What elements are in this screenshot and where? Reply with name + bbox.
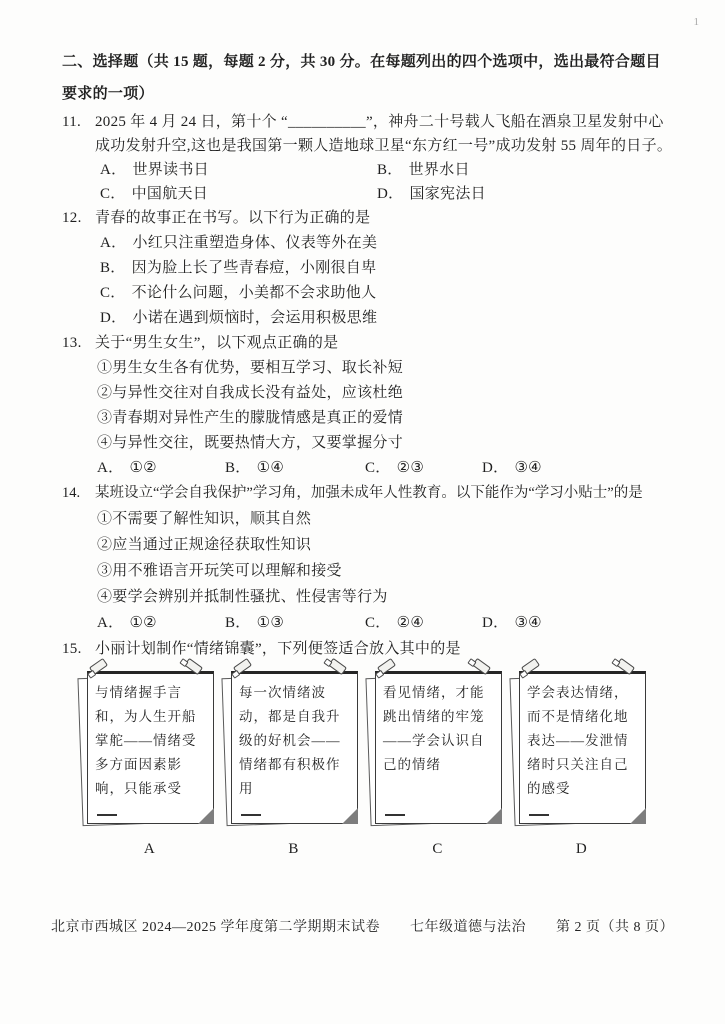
card-label: A bbox=[143, 841, 156, 857]
option-d: D． 国家宪法日 bbox=[377, 186, 486, 202]
note-card-c bbox=[373, 666, 502, 858]
statement-3: ③用不雅语言开玩笑可以理解和接受 bbox=[97, 563, 342, 579]
note-card-a bbox=[85, 666, 214, 858]
card-text: 每一次情绪波动，都是自我升级的好机会——情绪都有积极作用 bbox=[239, 685, 341, 796]
card-text: 学会表达情绪，而不是情绪化地表达——发泄情绪时只关注自己的感受 bbox=[527, 685, 629, 796]
option-d: D． ③④ bbox=[482, 460, 542, 476]
option-a: A． 小红只注重塑造身体、仪表等外在美 bbox=[100, 235, 378, 251]
statement-1: ①男生女生各有优势，要相互学习、取长补短 bbox=[97, 360, 404, 376]
option-d: D． ③④ bbox=[482, 615, 542, 631]
page-footer bbox=[0, 916, 725, 936]
question-number: 14. bbox=[62, 485, 81, 501]
card-underline bbox=[241, 814, 261, 816]
card-label: D bbox=[575, 841, 588, 857]
option-b: B． ①③ bbox=[225, 615, 285, 631]
card-text: 与情绪握手言和，为人生开船掌舵——情绪受多方面因素影响，只能承受 bbox=[95, 685, 197, 796]
folded-corner-icon bbox=[486, 808, 502, 824]
footer-exam-title: 北京市西城区 2024—2025 学年度第二学期期末试卷 bbox=[51, 920, 380, 935]
question-11 bbox=[62, 110, 673, 206]
question-stem-line2: 成功发射升空,这也是我国第一颗人造地球卫星“东方红一号”成功发射 55 周年的日子。 bbox=[95, 138, 673, 154]
question-stem: 某班设立“学会自我保护”学习角，加强未成年人性教育。以下能作为“学习小贴士”的是 bbox=[95, 485, 643, 501]
section-header-line1: 二、选择题（共 15 题，每题 2 分，共 30 分。在每题列出的四个选项中，选出最符合题目 bbox=[62, 54, 661, 70]
statement-2: ②与异性交往对自我成长没有益处，应该杜绝 bbox=[97, 385, 404, 401]
option-b: B． 世界水日 bbox=[377, 162, 470, 178]
option-a: A． ①② bbox=[97, 460, 157, 476]
question-number: 15. bbox=[62, 641, 82, 657]
note-card-b bbox=[229, 666, 358, 858]
card-underline bbox=[385, 814, 405, 816]
note-card-d bbox=[517, 666, 646, 858]
card-underline bbox=[529, 814, 549, 816]
footer-subject: 七年级道德与法治 bbox=[410, 920, 526, 935]
question-number: 11. bbox=[62, 114, 82, 130]
card-label: B bbox=[288, 841, 299, 857]
option-c: C． 不论什么问题，小美都不会求助他人 bbox=[100, 285, 377, 301]
emotion-note-cards bbox=[85, 666, 662, 858]
statement-2: ②应当通过正规途径获取性知识 bbox=[97, 537, 312, 553]
statement-4: ④要学会辨别并抵制性骚扰、性侵害等行为 bbox=[97, 589, 388, 605]
question-number: 12. bbox=[62, 210, 82, 226]
card-text: 看见情绪，才能跳出情绪的牢笼——学会认识自己的情绪 bbox=[383, 685, 485, 772]
corner-mark: 1 bbox=[693, 16, 699, 28]
folded-corner-icon bbox=[630, 808, 646, 824]
option-d: D． 小诺在遇到烦恼时，会运用积极思维 bbox=[100, 310, 378, 326]
option-b: B． 因为脸上长了些青春痘，小刚很自卑 bbox=[100, 260, 377, 276]
section-header-line2: 要求的一项） bbox=[62, 86, 154, 102]
question-stem: 小丽计划制作“情绪锦囊”，下列便签适合放入其中的是 bbox=[95, 641, 461, 657]
option-c: C． ②④ bbox=[365, 615, 425, 631]
exam-content bbox=[62, 46, 673, 858]
option-a: A． ①② bbox=[97, 615, 157, 631]
question-stem: 青春的故事正在书写。以下行为正确的是 bbox=[95, 210, 371, 226]
question-14 bbox=[62, 481, 662, 636]
card-underline bbox=[97, 814, 117, 816]
statement-4: ④与异性交往，既要热情大方，又要掌握分寸 bbox=[97, 435, 404, 451]
question-13 bbox=[62, 331, 662, 481]
question-12 bbox=[62, 206, 662, 331]
option-a: A． 世界读书日 bbox=[100, 162, 209, 178]
footer-page-info: 第 2 页（共 8 页） bbox=[556, 920, 674, 935]
option-c: C． ②③ bbox=[365, 460, 425, 476]
option-b: B． ①④ bbox=[225, 460, 285, 476]
section-header bbox=[62, 46, 662, 110]
card-label: C bbox=[432, 841, 443, 857]
option-c: C． 中国航天日 bbox=[100, 186, 209, 202]
folded-corner-icon bbox=[342, 808, 358, 824]
statement-3: ③青春期对异性产生的朦胧情感是真正的爱情 bbox=[97, 410, 404, 426]
statement-1: ①不需要了解性知识，顺其自然 bbox=[97, 511, 312, 527]
question-stem: 关于“男生女生”，以下观点正确的是 bbox=[95, 335, 339, 351]
question-15 bbox=[62, 636, 662, 858]
folded-corner-icon bbox=[198, 808, 214, 824]
question-number: 13. bbox=[62, 335, 82, 351]
question-stem: 2025 年 4 月 24 日，第十个 “__________”，神舟二十号载人飞船在酒泉卫星发射中心 bbox=[95, 114, 664, 130]
